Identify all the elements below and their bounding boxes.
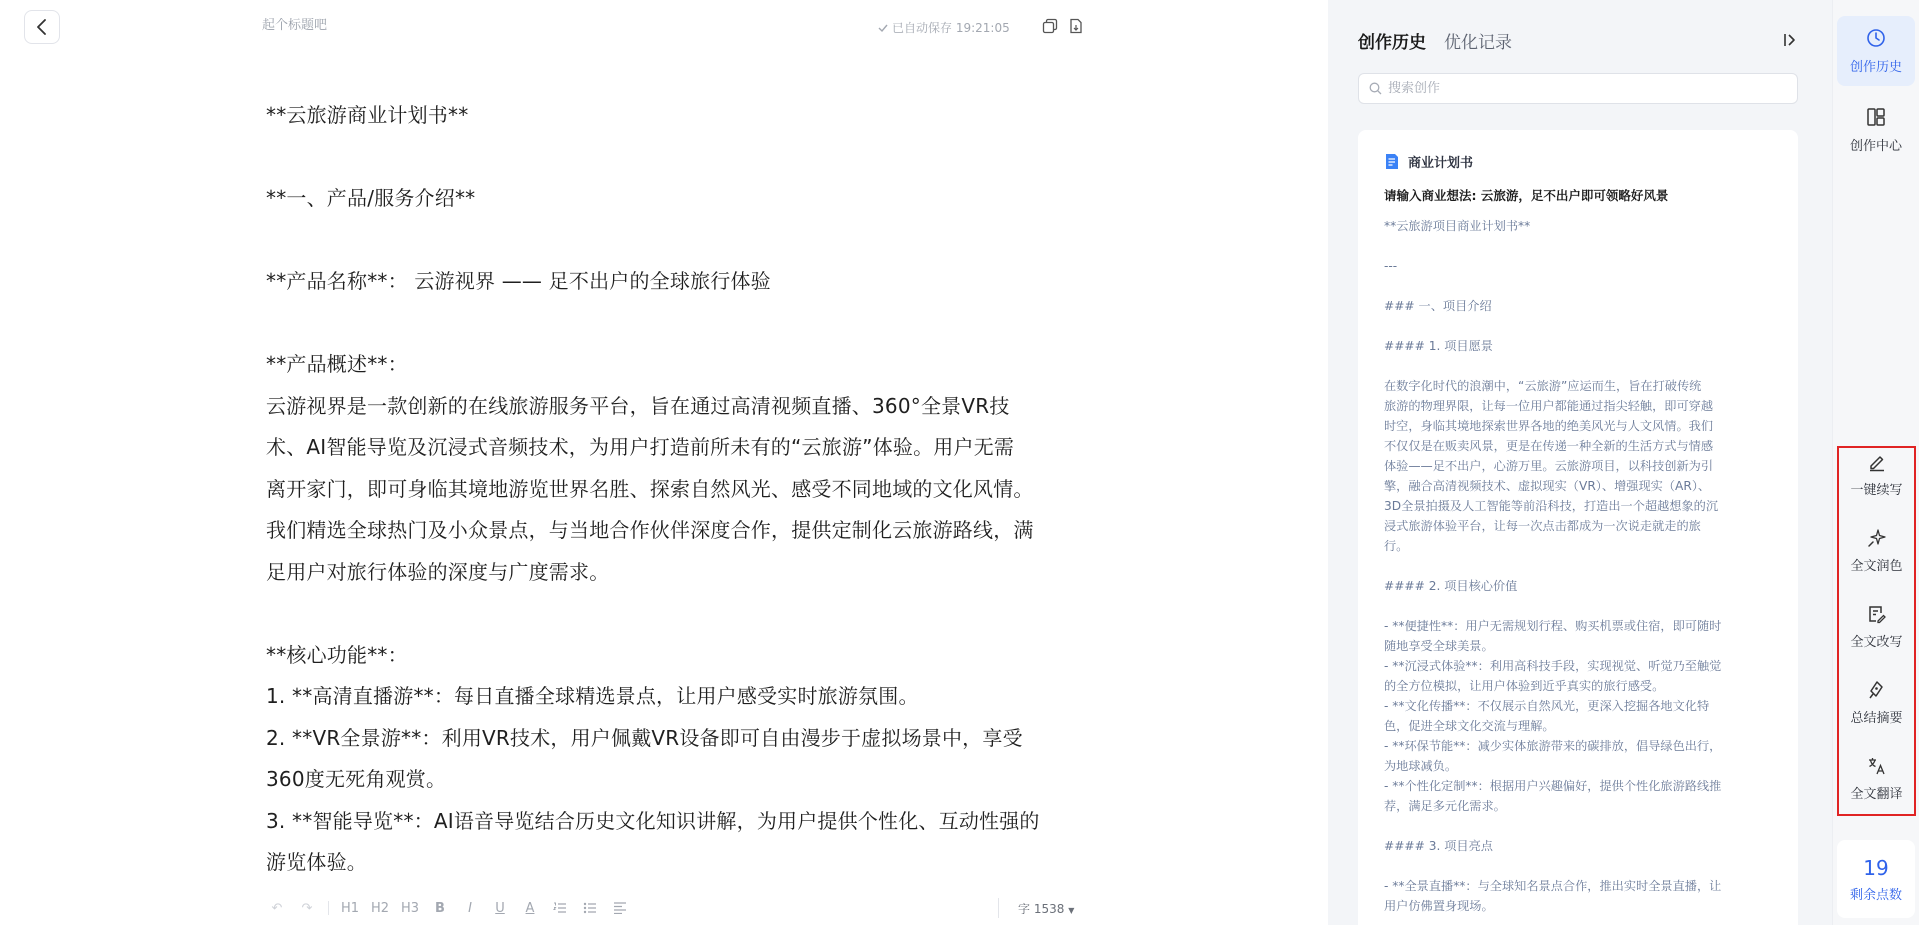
divider [998,898,999,918]
document-paragraph [266,220,1066,262]
card-line: ### 一、项目介绍 [1384,299,1492,313]
panel-tabs [1358,28,1512,53]
tab-optimization-records[interactable]: 优化记录 [1444,33,1512,53]
card-line: **云旅游项目商业计划书** [1384,219,1531,233]
rail-history-label: 创作历史 [1849,59,1902,75]
card-line: 随地享受全球美景。 [1384,639,1494,653]
rail-center-label: 创作中心 [1849,138,1902,154]
card-line [1384,236,1774,256]
search-input[interactable] [1388,81,1797,96]
card-line [1384,276,1774,296]
pen-line-icon [1867,452,1887,472]
layout-grid-icon [1866,107,1886,127]
fountain-pen-icon [1867,680,1887,700]
redo-button[interactable]: ↷ [301,900,313,916]
search-box [1358,73,1798,104]
card-line: #### 2. 项目核心价值 [1384,579,1518,593]
card-prompt: 请输入商业想法: 云旅游，足不出户即可领略好风景 [1384,188,1669,203]
document-paragraph: 3. **智能导览**：AI语音导览结合历史文化知识讲解，为用户提供个性化、互动性强的 [266,808,1040,833]
points-value: 19 [1863,855,1889,880]
document-paragraph [266,137,1066,179]
card-line: 行。 [1384,539,1409,553]
title-input[interactable] [262,18,622,33]
continue-writing-button[interactable] [1839,452,1914,498]
card-line [1384,596,1774,616]
bullet-list-icon [583,902,597,914]
translate-icon [1867,756,1887,776]
points-label: 剩余点数 [1849,887,1902,903]
export-doc-icon [1068,18,1084,34]
document-paragraph: 离开家门，即可身临其境地游览世界名胜、探索自然风光、感受不同地域的文化风情。 [266,476,1034,501]
heading1-button[interactable]: H1 [340,900,360,916]
sparkle-icon [1867,528,1887,548]
card-line [1384,556,1774,576]
document-paragraph: 术、AI智能导览及沉浸式音频技术，为用户打造前所未有的“云旅游”体验。用户无需 [266,435,1015,459]
collapse-panel-icon [1780,30,1800,50]
underline-button[interactable]: U [495,900,505,916]
summarize-label: 总结摘要 [1850,711,1903,726]
card-line: 体验——足不出户，心游万里。云旅游项目，以科技创新为引 [1384,459,1714,473]
remaining-points[interactable] [1837,840,1915,918]
rail-creation-history[interactable] [1837,16,1915,86]
check-icon [878,23,888,33]
history-panel [1328,0,1832,925]
autosave-status [878,19,1010,36]
card-line: 时空，身临其境地探索世界各地的绝美风光与人文风情。我们 [1384,419,1714,433]
card-line [1384,356,1774,376]
rail-creation-center[interactable] [1837,100,1915,160]
document-paragraph: **云旅游商业计划书** [266,103,469,127]
card-line: 旅游的物理界限，让每一位用户都能通过指尖轻触，即可穿越 [1384,399,1714,413]
card-line: - **个性化定制**：根据用户兴趣偏好，提供个性化旅游路线推 [1384,779,1722,793]
card-line: 浸式旅游体验平台，让每一次点击都成为一次说走就走的旅 [1384,519,1701,533]
rewrite-label: 全文改写 [1850,635,1903,650]
document-paragraph [266,303,1066,345]
continue-writing-label: 一键续写 [1850,483,1903,498]
card-line: - **全景直播**：与全球知名景点合作，推出实时全景直播，让 [1384,879,1722,893]
document-paragraph: **产品概述**： [266,352,408,376]
back-button[interactable] [24,10,60,44]
document-paragraph: 2. **VR全景游**：利用VR技术，用户佩戴VR设备即可自由漫步于虚拟场景中，享受 [266,725,1023,750]
card-line [1384,856,1774,876]
document-content[interactable] [266,95,1066,885]
copy-icon [1042,18,1058,34]
document-paragraph: 360度无死角观赏。 [266,767,447,791]
document-paragraph: 云游视界是一款创新的在线旅游服务平台，旨在通过高清视频直播、360°全景VR技 [266,393,1010,418]
align-button[interactable] [605,896,635,920]
search-icon [1369,82,1382,95]
bold-button[interactable]: B [435,900,445,916]
card-line: #### 3. 项目亮点 [1384,839,1493,853]
summarize-button[interactable] [1839,680,1914,726]
card-type-label: 商业计划书 [1408,156,1474,171]
undo-button[interactable]: ↶ [271,900,283,916]
card-line: 为地球减负。 [1384,759,1458,773]
italic-button[interactable]: I [468,900,472,916]
collapse-panel-button[interactable] [1780,30,1800,50]
card-type [1384,152,1774,171]
translate-button[interactable] [1839,756,1914,802]
ai-actions-group [1837,446,1916,816]
copy-button[interactable] [1040,16,1060,36]
polish-label: 全文润色 [1850,559,1903,574]
word-count-text: 字 1538 [1018,902,1065,916]
autosave-text: 已自动保存 19:21:05 [892,21,1010,35]
card-line [1384,816,1774,836]
polish-full-text-button[interactable] [1839,528,1914,574]
document-paragraph: **产品名称**： 云游视界 —— 足不出户的全球旅行体验 [266,269,771,293]
document-icon [1384,153,1400,170]
card-line [1384,316,1774,336]
card-line: 色，促进全球文化交流与理解。 [1384,719,1555,733]
caret-down-icon: ▼ [1068,906,1075,915]
card-content [1384,216,1774,916]
bullet-list-button[interactable] [575,896,605,920]
heading2-button[interactable]: H2 [370,900,390,916]
ordered-list-button[interactable] [545,896,575,920]
card-line: --- [1384,259,1398,273]
rewrite-full-text-button[interactable] [1839,604,1914,650]
right-toolbar [1832,0,1919,925]
card-line: 3D全景拍摄及人工智能等前沿科技，打造出一个超越想象的沉 [1384,499,1719,513]
card-line: 不仅仅是在贩卖风景，更是在传递一种全新的生活方式与情感 [1384,439,1714,453]
document-paragraph: 足用户对旅行体验的深度与广度需求。 [266,559,610,584]
align-left-icon [613,902,627,914]
export-button[interactable] [1066,16,1086,36]
document-paragraph [266,593,1066,635]
heading3-button[interactable]: H3 [400,900,420,916]
format-toolbar [262,896,635,920]
clock-icon [1866,28,1886,48]
document-paragraph: 游览体验。 [266,850,367,874]
card-line: 擎，融合高清视频技术、虚拟现实（VR）、增强现实（AR）、 [1384,479,1711,493]
ordered-list-icon [553,902,567,914]
word-count-dropdown[interactable] [1018,900,1074,917]
chevron-left-icon [35,19,49,35]
card-line: - **文化传播**：不仅展示自然风光，更深入挖掘各地文化特 [1384,699,1710,713]
card-line: 用户仿佛置身现场。 [1384,899,1494,913]
card-line: #### 1. 项目愿景 [1384,339,1493,353]
card-line: 在数字化时代的浪潮中，“云旅游”应运而生，旨在打破传统 [1384,379,1702,393]
card-line: 的全方位模拟，让用户体验到近乎真实的旅行感受。 [1384,679,1665,693]
card-line: - **沉浸式体验**：利用高科技手段，实现视觉、听觉乃至触觉 [1384,659,1722,673]
document-paragraph: 我们精选全球热门及小众景点，与当地合作伙伴深度合作，提供定制化云旅游路线，满 [266,518,1034,542]
divider [328,901,329,915]
card-line: - **便捷性**：用户无需规划行程、购买机票或住宿，即可随时 [1384,619,1722,633]
font-color-button[interactable]: A [525,900,535,916]
document-paragraph: **核心功能**： [266,642,408,667]
history-card[interactable] [1358,130,1798,925]
edit-document-icon [1867,604,1887,624]
document-paragraph: 1. **高清直播游**：每日直播全球精选景点，让用户感受实时旅游氛围。 [266,684,919,708]
card-line: 荐，满足多元化需求。 [1384,799,1506,813]
card-line: - **环保节能**：减少实体旅游带来的碳排放，倡导绿色出行， [1384,739,1722,753]
translate-label: 全文翻译 [1850,787,1903,802]
tab-creation-history[interactable]: 创作历史 [1358,33,1426,53]
document-paragraph: **一、产品/服务介绍** [266,186,476,210]
